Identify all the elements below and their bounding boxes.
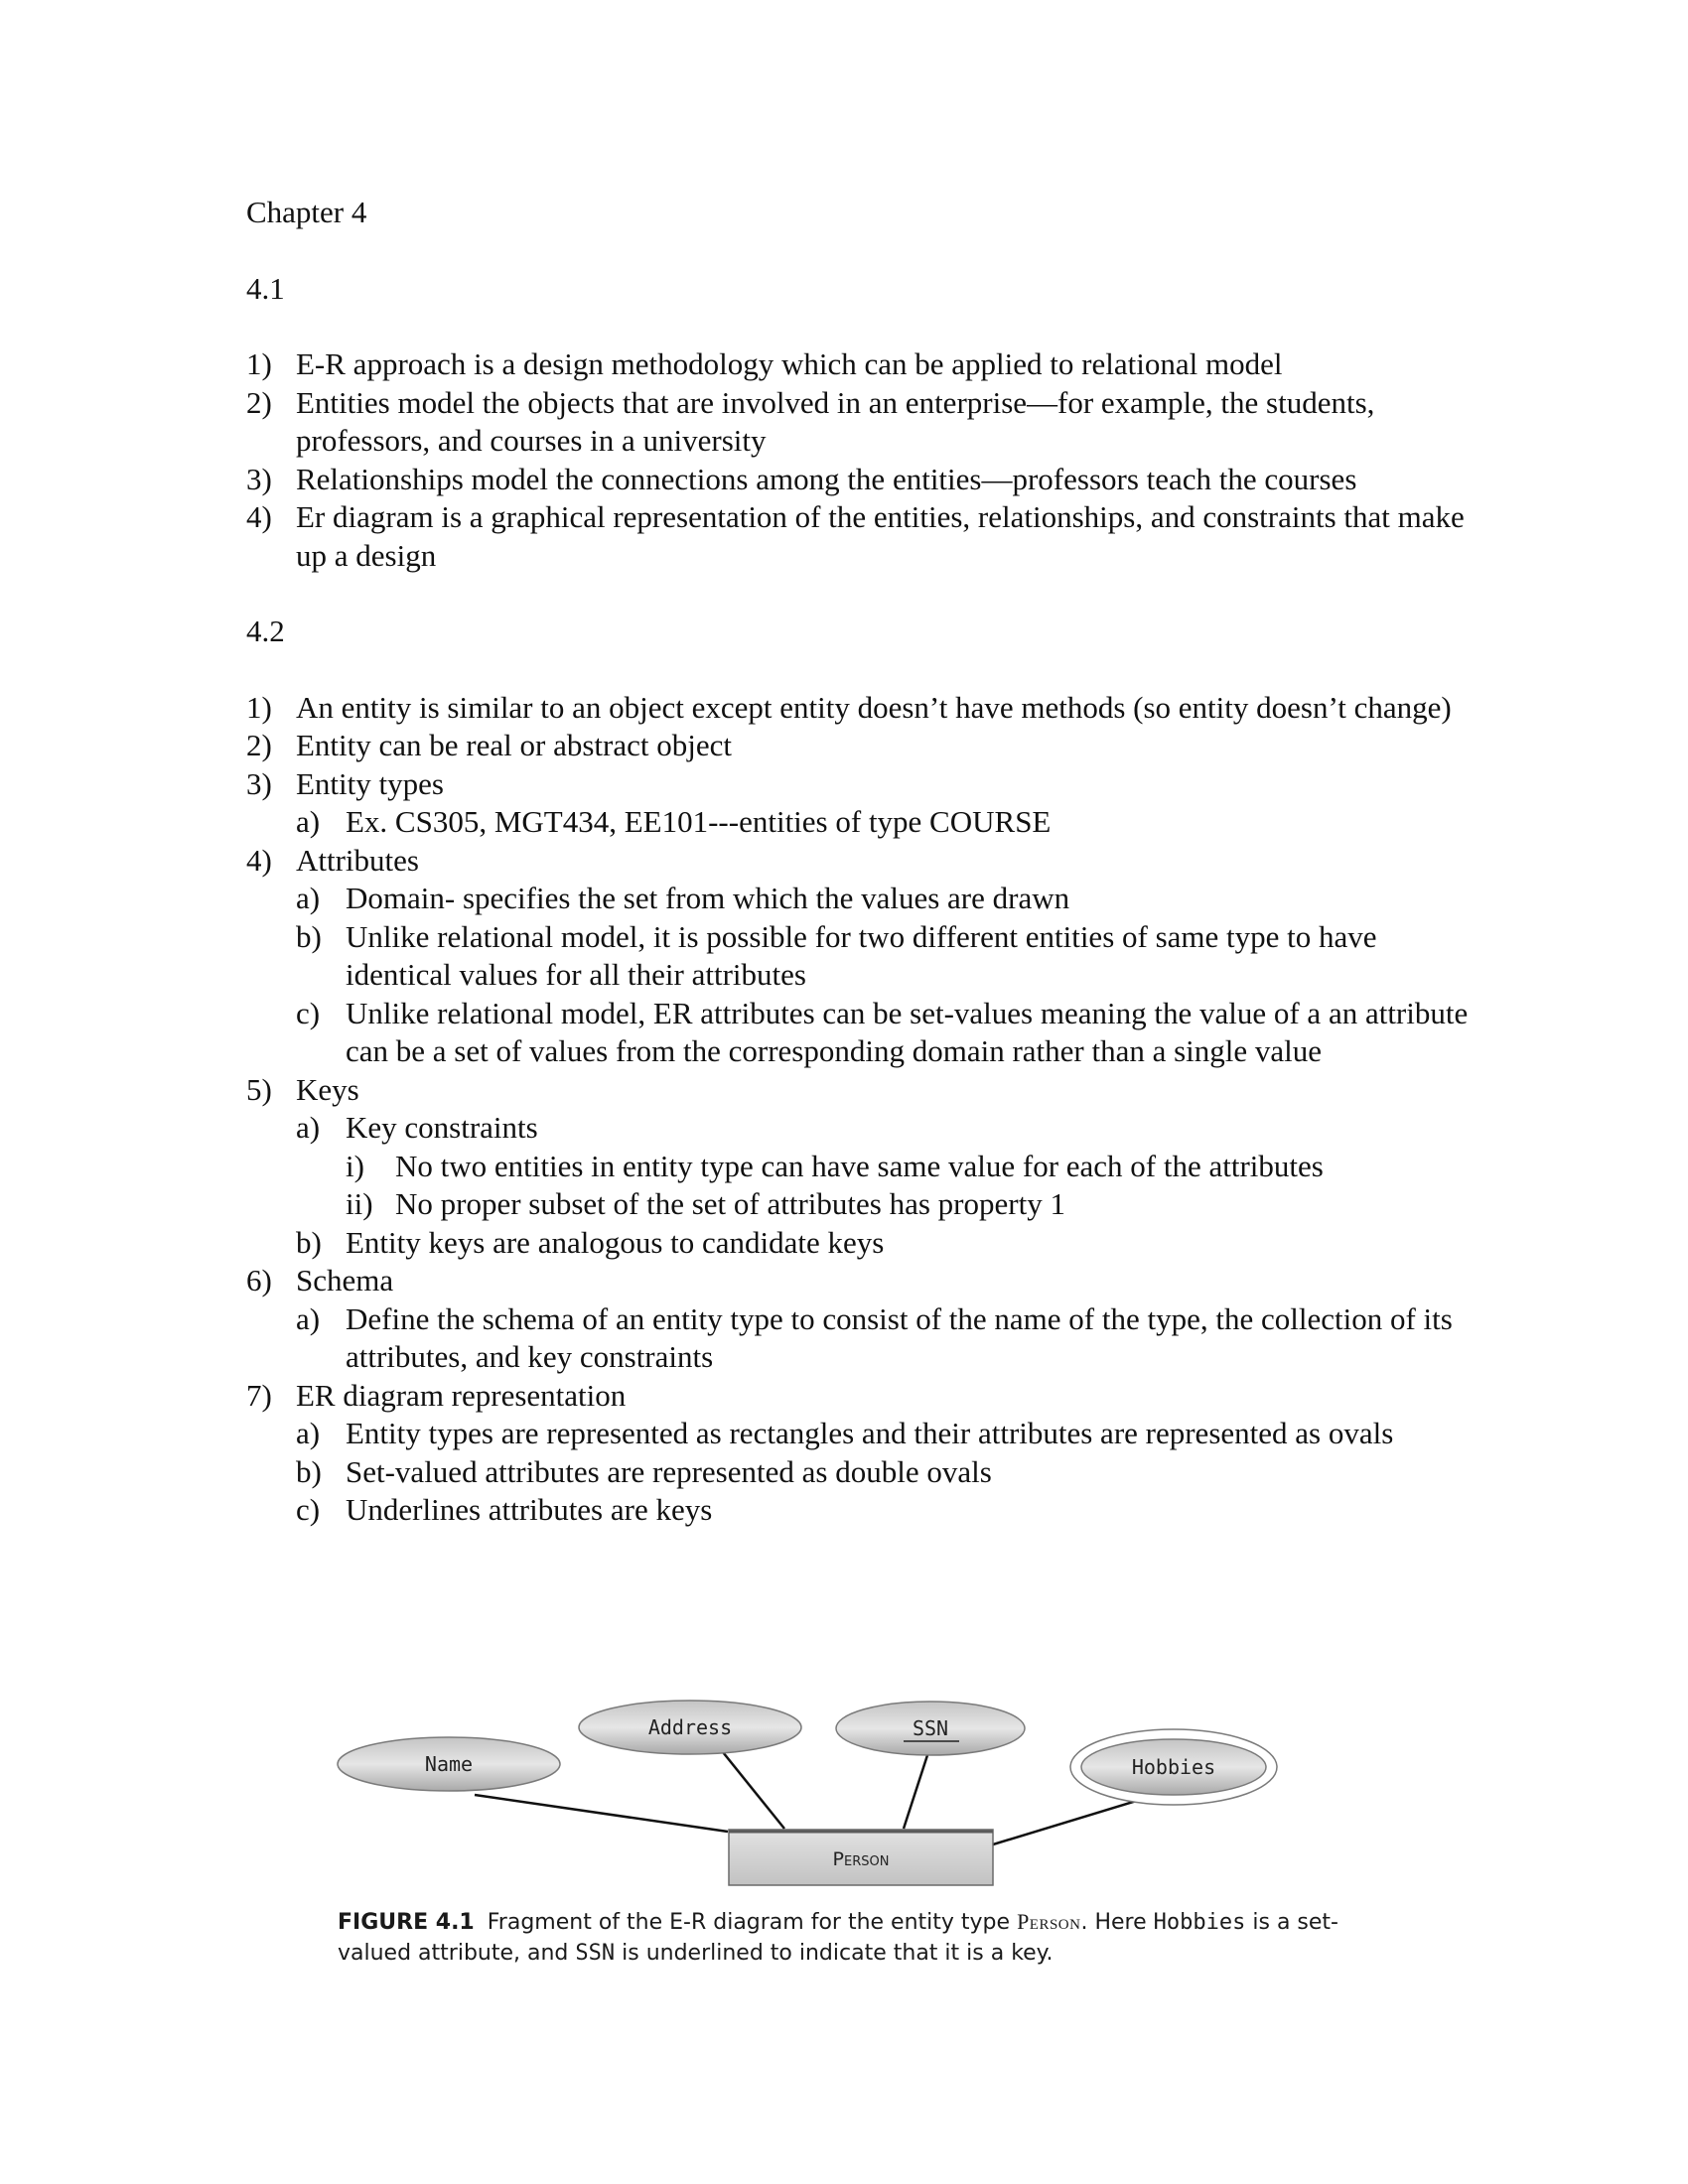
- list-item-text: An entity is similar to an object except entity doesn’t have methods (so entity doesn’t change): [296, 689, 1452, 725]
- caption-part4: is underlined to indicate that it is a key.: [622, 1941, 1054, 1966]
- list-marker: 4): [246, 499, 272, 534]
- list-marker: 7): [246, 1377, 272, 1413]
- list-item-text: Keys: [296, 1071, 359, 1107]
- caption-part2: . Here: [1080, 1910, 1147, 1935]
- chapter-title: Chapter 4: [246, 195, 367, 229]
- list-marker: 1): [246, 689, 272, 725]
- section-heading: 4.2: [246, 614, 285, 648]
- list-item: [246, 1453, 1477, 1492]
- sections: [246, 270, 1477, 1530]
- attribute-ssn-oval: [836, 1702, 1025, 1755]
- list-item-text: Unlike relational model, ER attributes can be set-values meaning the value of a an attribute can be a set of values from the corresponding domain rather than a single value: [346, 995, 1469, 1068]
- connector-address: [723, 1752, 784, 1829]
- list-item: [246, 1185, 1477, 1224]
- figure-label: FIGURE 4.1: [338, 1910, 475, 1935]
- section-heading: 4.1: [246, 270, 285, 306]
- list-item-text: Entities model the objects that are involved in an enterprise—for example, the students, professors, and courses in a university: [296, 384, 1375, 458]
- list-item: [246, 995, 1477, 1071]
- list-item: [246, 765, 1477, 804]
- list-marker: 1): [246, 346, 272, 381]
- list-item: [246, 1262, 1477, 1300]
- list-item: [246, 1071, 1477, 1110]
- list-item-text: Relationships model the connections among the entities—professors teach the courses: [296, 461, 1357, 496]
- list-item: [246, 689, 1477, 728]
- list-marker: b): [296, 918, 322, 954]
- list-item-text: Schema: [296, 1263, 394, 1297]
- list-marker: b): [296, 1224, 322, 1260]
- list-marker: a): [296, 1300, 321, 1336]
- list-item-text: Er diagram is a graphical representation of the entities, relationships, and constraints that make up a design: [296, 499, 1465, 573]
- attribute-name-oval: [338, 1737, 560, 1791]
- document-body: [246, 194, 1477, 1530]
- list-marker: b): [296, 1453, 322, 1489]
- list-item-text: Entity types: [296, 765, 444, 801]
- list-item: [246, 880, 1477, 918]
- list-item: [246, 1224, 1477, 1263]
- attribute-hobbies-label: Hobbies: [1131, 1755, 1216, 1779]
- list-item-text: Ex. CS305, MGT434, EE101---entities of type COURSE: [346, 804, 1052, 839]
- list-item: [246, 345, 1477, 384]
- caption-part3: is a set-valued attribute, and: [338, 1910, 1338, 1966]
- list-item-text: E-R approach is a design methodology which can be applied to relational model: [296, 346, 1283, 381]
- list-marker: a): [296, 881, 321, 915]
- list-item: [246, 1491, 1477, 1530]
- list-item: [246, 1300, 1477, 1377]
- list-item: [246, 498, 1477, 575]
- list-item: [246, 803, 1477, 842]
- attribute-address-label: Address: [647, 1715, 733, 1739]
- list-item: [246, 727, 1477, 765]
- er-diagram: [328, 1688, 1321, 1906]
- attribute-name-label: Name: [424, 1752, 474, 1776]
- list-item-text: Underlines attributes are keys: [346, 1492, 713, 1527]
- list-marker: 4): [246, 842, 272, 878]
- list-item-text: Attributes: [296, 842, 419, 878]
- list-item: [246, 842, 1477, 881]
- list-marker: a): [296, 1110, 321, 1145]
- list-marker: ii): [346, 1186, 373, 1221]
- caption-hobbies: Hobbies: [1153, 1910, 1246, 1935]
- list-marker: 3): [246, 765, 272, 801]
- list-marker: 3): [246, 461, 272, 496]
- caption-entity: Person: [1017, 1909, 1081, 1934]
- list-marker: c): [296, 1492, 321, 1527]
- list-item: [246, 1148, 1477, 1186]
- list-item-text: No two entities in entity type can have same value for each of the attributes: [395, 1148, 1324, 1183]
- caption-part1: Fragment of the E-R diagram for the entity type: [487, 1910, 1011, 1935]
- list-marker: c): [296, 995, 321, 1030]
- list-item-text: Domain- specifies the set from which the values are drawn: [346, 881, 1070, 915]
- list-item-text: Define the schema of an entity type to consist of the name of the type, the collection of its attributes, and key constraints: [346, 1300, 1453, 1374]
- attribute-address-oval: [579, 1701, 801, 1754]
- list-marker: i): [346, 1148, 364, 1183]
- attribute-ssn-label: SSN: [912, 1716, 949, 1740]
- list-item-text: Entity keys are analogous to candidate keys: [346, 1224, 885, 1260]
- list-item: [246, 1109, 1477, 1148]
- list-marker: 6): [246, 1263, 272, 1297]
- connector-hobbies: [993, 1800, 1140, 1844]
- list-item-text: Unlike relational model, it is possible for two different entities of same type to have identical values for all their attributes: [346, 918, 1377, 992]
- list-item: [246, 1377, 1477, 1416]
- list-item: [246, 461, 1477, 499]
- list-item: [246, 384, 1477, 461]
- figure-caption: [338, 1906, 1350, 1969]
- list-item-text: Entity can be real or abstract object: [296, 728, 732, 762]
- entity-person-rect: [729, 1830, 993, 1885]
- list-marker: a): [296, 804, 321, 839]
- list-marker: 2): [246, 728, 272, 762]
- list-item-text: No proper subset of the set of attributes has property 1: [395, 1186, 1065, 1221]
- list-item: [246, 918, 1477, 995]
- connector-name: [475, 1795, 728, 1832]
- caption-ssn: SSN: [575, 1941, 616, 1966]
- entity-person-label: Person: [832, 1848, 890, 1870]
- connector-ssn: [904, 1752, 928, 1829]
- list-marker: 2): [246, 384, 272, 420]
- list-item-text: Entity types are represented as rectangles and their attributes are represented as ovals: [346, 1416, 1394, 1450]
- list-item-text: ER diagram representation: [296, 1377, 627, 1413]
- list-item-text: Key constraints: [346, 1110, 538, 1145]
- list-item-text: Set-valued attributes are represented as double ovals: [346, 1453, 992, 1489]
- list-marker: a): [296, 1416, 321, 1450]
- list-item: [246, 1415, 1477, 1453]
- list-marker: 5): [246, 1071, 272, 1107]
- attribute-hobbies-double-oval: [1070, 1729, 1277, 1805]
